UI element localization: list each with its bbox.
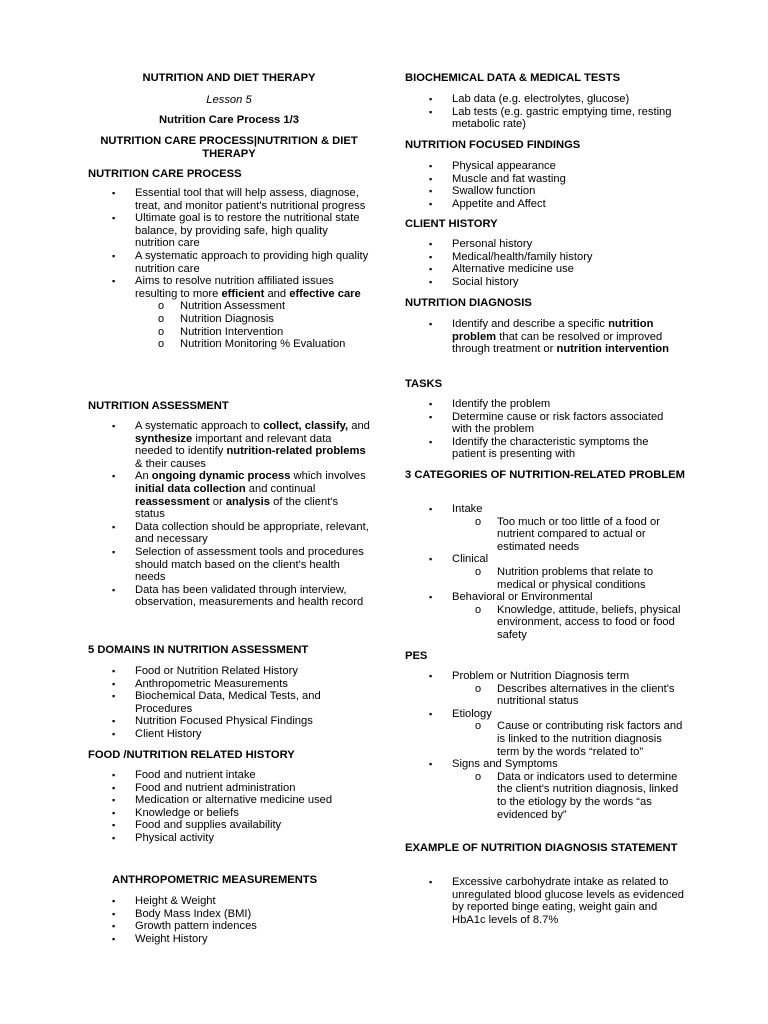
list-item	[88, 275, 370, 300]
list-item: ▪ Food or Nutrition Related History	[88, 665, 370, 678]
list-item: ▪ Physical appearance	[405, 160, 685, 173]
domains-list	[88, 665, 370, 741]
list-item: ▪ Data collection should be appropriate, relevant, and necessary	[88, 521, 370, 546]
list-item: ▪ Weight History	[88, 933, 370, 946]
text: which involves	[290, 470, 366, 483]
food-list	[88, 769, 370, 845]
list-item: ▪ Client History	[88, 728, 370, 741]
bio-heading: BIOCHEMICAL DATA & MEDICAL TESTS	[405, 72, 621, 84]
list-item: ▪ Alternative medicine use	[405, 263, 685, 276]
food-heading: FOOD /NUTRITION RELATED HISTORY	[88, 749, 295, 761]
sub-list-item: o Cause or contributing risk factors and is linked to the nutrition diagnosis term by the words “related to”	[405, 720, 685, 758]
bold-text: nutrition intervention	[556, 343, 669, 356]
bold-text: initial data collection	[135, 482, 246, 495]
anthro-list	[88, 895, 370, 945]
list-item: ▪ Medical/health/family history	[405, 251, 685, 264]
bold-text: ongoing dynamic process	[151, 470, 291, 483]
text: and	[264, 287, 290, 300]
list-item: ▪ Social history	[405, 276, 685, 289]
cats-heading: 3 CATEGORIES OF NUTRITION-RELATED PROBLEM	[405, 469, 685, 481]
list-item: ▪ Determine cause or risk factors associated with the problem	[405, 411, 685, 436]
list-item	[88, 470, 370, 520]
bold-text: analysis	[225, 495, 270, 508]
ch-list	[405, 238, 685, 288]
list-item: ▪ Physical activity	[88, 832, 370, 845]
list-item: ▪ Height & Weight	[88, 895, 370, 908]
list-item: ▪ Personal history	[405, 238, 685, 251]
text: or	[209, 495, 226, 508]
text: and continual	[245, 482, 316, 495]
list-item: ▪ Food and supplies availability	[88, 819, 370, 832]
sub-list-item: o Nutrition Monitoring % Evaluation	[88, 338, 370, 351]
list-item: ▪ Problem or Nutrition Diagnosis term	[405, 670, 685, 683]
na-list	[88, 420, 370, 609]
list-item: ▪ Excessive carbohydrate intake as related to unregulated blood glucose levels as evidenced by reported binge eating, weight gain and HbA1c levels of 8.7%	[405, 876, 685, 926]
ncp-heading: NUTRITION CARE PROCESS	[88, 168, 242, 180]
tasks-list	[405, 398, 685, 461]
nff-heading: NUTRITION FOCUSED FINDINGS	[405, 139, 581, 151]
list-item: ▪ Body Mass Index (BMI)	[88, 908, 370, 921]
text: that can be resolved or improved through treatment or	[452, 330, 663, 356]
sub-list-item: o Nutrition Assessment	[88, 300, 370, 313]
text: of the client's status	[135, 495, 339, 521]
example-list	[405, 876, 685, 926]
list-item: ▪ Lab tests (e.g. gastric emptying time, resting metabolic rate)	[405, 106, 685, 131]
list-item: ▪ Signs and Symptoms	[405, 758, 685, 771]
text: and	[348, 420, 370, 432]
tasks-heading: TASKS	[405, 378, 443, 390]
list-item: ▪ Muscle and fat wasting	[405, 173, 685, 186]
text: & their causes	[135, 457, 206, 470]
sub-list-item: o Nutrition Diagnosis	[88, 313, 370, 326]
list-item: ▪ Etiology	[405, 708, 685, 721]
sub-list-item: o Too much or too little of a food or nutrient compared to actual or estimated needs	[405, 516, 685, 554]
text: Identify and describe a specific	[452, 318, 609, 330]
sub-list-item: o Nutrition problems that relate to medical or physical conditions	[405, 566, 685, 591]
list-item: ▪ Food and nutrient administration	[88, 782, 370, 795]
list-item: ▪ Identify the characteristic symptoms the patient is presenting with	[405, 436, 685, 461]
ncp-list	[88, 187, 370, 351]
bold-text: reassessment	[135, 495, 210, 508]
lesson-label: Lesson 5	[206, 94, 252, 106]
list-item: ▪ Medication or alternative medicine used	[88, 794, 370, 807]
document-subtitle: Nutrition Care Process 1/3	[159, 114, 299, 126]
sub-list-item: o Knowledge, attitude, beliefs, physical environment, access to food or food safety	[405, 604, 685, 642]
ch-heading: CLIENT HISTORY	[405, 218, 498, 230]
list-item	[405, 318, 685, 356]
document-title: NUTRITION AND DIET THERAPY	[142, 72, 316, 84]
list-item: ▪ Intake	[405, 503, 685, 516]
nd-heading: NUTRITION DIAGNOSIS	[405, 297, 532, 309]
list-item: ▪ Ultimate goal is to restore the nutritional state balance, by providing safe, high quality nutrition care	[88, 212, 370, 250]
list-item: ▪ Food and nutrient intake	[88, 769, 370, 782]
list-item: ▪ Knowledge or beliefs	[88, 807, 370, 820]
list-item: ▪ Behavioral or Environmental	[405, 591, 685, 604]
list-item: ▪ Anthropometric Measurements	[88, 678, 370, 691]
text: An	[135, 470, 152, 483]
sub-list-item: o Data or indicators used to determine the client's nutrition diagnosis, linked to the etiology by the words “as evidenced by”	[405, 771, 685, 821]
cats-list	[405, 503, 685, 642]
pes-heading: PES	[405, 650, 428, 662]
nd-list	[405, 318, 685, 356]
main-heading: NUTRITION CARE PROCESS|NUTRITION & DIET THERAPY	[100, 135, 358, 160]
list-item: ▪ Lab data (e.g. electrolytes, glucose)	[405, 93, 685, 106]
list-item: ▪ Biochemical Data, Medical Tests, and Procedures	[88, 690, 370, 715]
list-item: ▪ Essential tool that will help assess, diagnose, treat, and monitor patient's nutritional progress	[88, 187, 370, 212]
list-item: ▪ Nutrition Focused Physical Findings	[88, 715, 370, 728]
pes-list	[405, 670, 685, 821]
bold-text: nutrition problem	[452, 318, 654, 343]
list-item	[88, 420, 370, 470]
text: important and relevant data needed to identify	[135, 432, 332, 458]
bold-text: effective care	[289, 287, 361, 300]
list-item: ▪ Selection of assessment tools and procedures should match based on the client's health needs	[88, 546, 370, 584]
example-heading: EXAMPLE OF NUTRITION DIAGNOSIS STATEMENT	[405, 842, 678, 854]
list-item: ▪ Growth pattern indences	[88, 920, 370, 933]
anthro-heading: ANTHROPOMETRIC MEASUREMENTS	[112, 874, 318, 886]
list-item: ▪ Appetite and Affect	[405, 198, 685, 211]
list-item: ▪ Clinical	[405, 553, 685, 566]
na-heading: NUTRITION ASSESSMENT	[88, 400, 229, 412]
nff-list	[405, 160, 685, 210]
sub-list-item: o Describes alternatives in the client's nutritional status	[405, 683, 685, 708]
list-item: ▪ Swallow function	[405, 185, 685, 198]
list-item: ▪ Data has been validated through interview, observation, measurements and health record	[88, 584, 370, 609]
bold-text: collect, classify,	[263, 420, 349, 432]
domains-heading: 5 DOMAINS IN NUTRITION ASSESSMENT	[88, 644, 309, 656]
bio-list	[405, 93, 685, 131]
text: Aims to resolve nutrition affiliated issues resulting to more	[135, 275, 334, 300]
bold-text: nutrition-related problems	[226, 445, 366, 458]
list-item: ▪ Identify the problem	[405, 398, 685, 411]
bold-text: efficient	[221, 287, 265, 300]
bold-text: synthesize	[135, 432, 193, 445]
sub-list-item: o Nutrition Intervention	[88, 326, 370, 339]
text: A systematic approach to	[135, 420, 264, 432]
list-item: ▪ A systematic approach to providing high quality nutrition care	[88, 250, 370, 275]
